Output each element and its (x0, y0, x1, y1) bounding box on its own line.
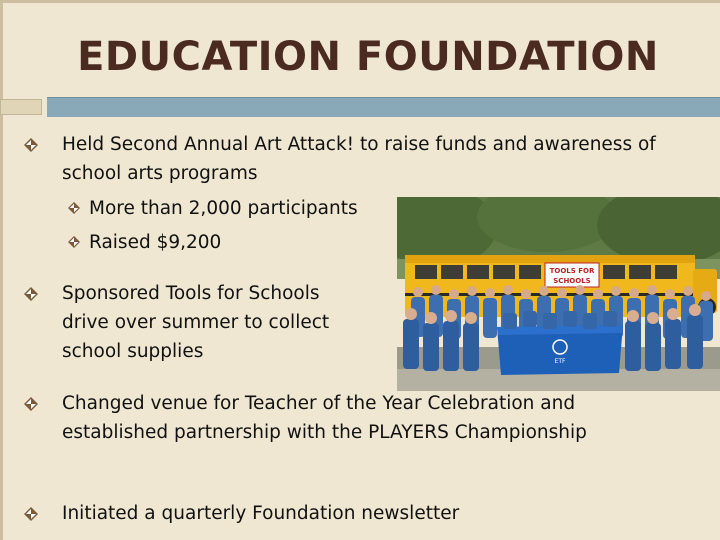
bus-sign-line1: TOOLS FOR (549, 267, 595, 275)
title-rule-accent-bar (47, 97, 720, 117)
bus-sign-line2: SCHOOLS (553, 277, 591, 285)
bullet-text: Changed venue for Teacher of the Year Celebration and established partnership with the PLAYERS Championship (62, 393, 587, 443)
bullet-item (62, 499, 682, 528)
diamond-checker-bullet-icon (68, 236, 82, 250)
banner-mark: ETF (554, 358, 566, 365)
sub-bullet-item (89, 228, 409, 257)
sub-bullet-item (89, 194, 409, 223)
title-rule-left (0, 99, 42, 115)
bullet-text: Sponsored Tools for Schools drive over summer to collect school supplies (62, 283, 330, 362)
diamond-checker-bullet-icon (24, 138, 38, 152)
bullet-text: Initiated a quarterly Foundation newsletter (62, 503, 460, 524)
bullet-item (62, 279, 362, 366)
slide-title: EDUCATION FOUNDATION (77, 34, 659, 80)
diamond-checker-bullet-icon (24, 287, 38, 301)
sub-bullet-text: More than 2,000 participants (89, 198, 358, 219)
group-photo-school-bus (397, 197, 720, 391)
bullet-item (62, 130, 702, 188)
sub-bullet-text: Raised $9,200 (89, 232, 222, 253)
bullet-text: Held Second Annual Art Attack! to raise funds and awareness of school arts programs (62, 134, 656, 184)
diamond-checker-bullet-icon (24, 507, 38, 521)
bullet-item (62, 389, 662, 447)
diamond-checker-bullet-icon (24, 397, 38, 411)
diamond-checker-bullet-icon (68, 202, 82, 216)
